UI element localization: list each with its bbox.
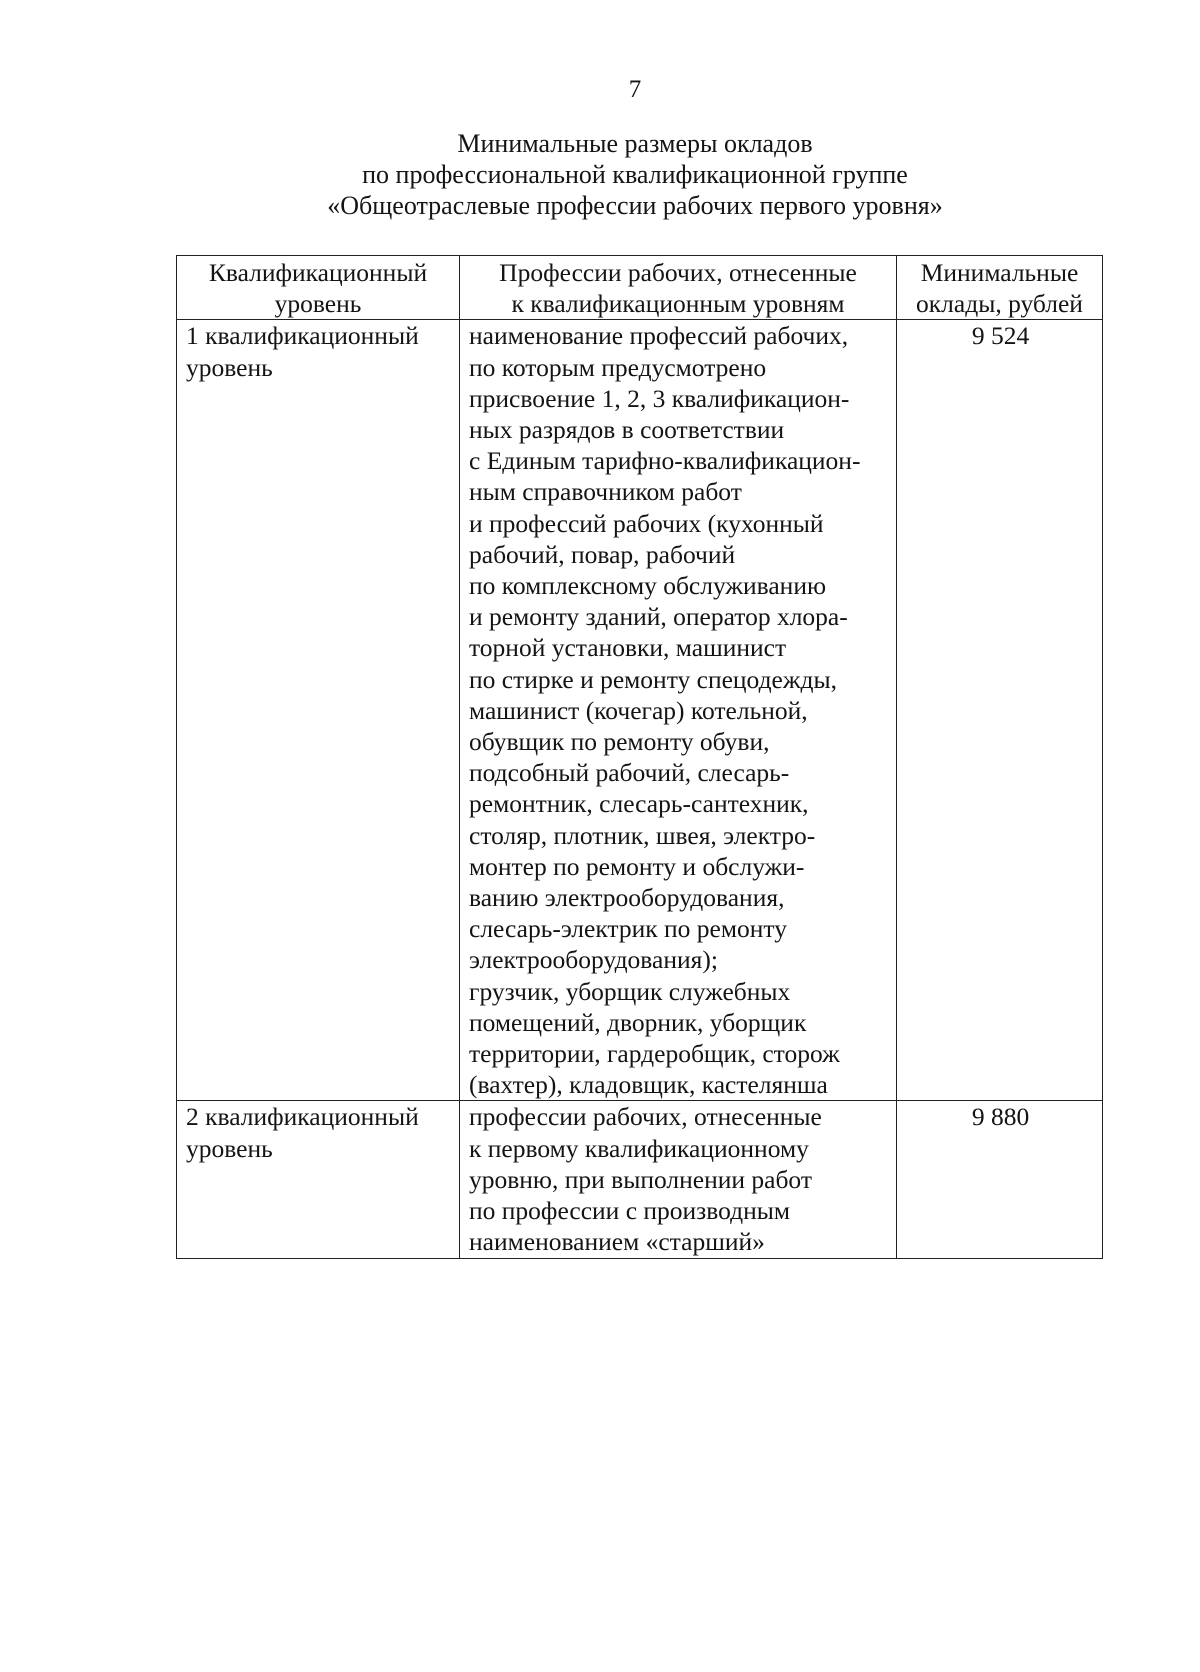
profession-text-line: по стирке и ремонту спецодежды, [469, 664, 837, 694]
profession-text-line: машинист (кочегар) котельной, [469, 695, 808, 725]
title-line-1: Минимальные размеры окладов [457, 129, 813, 158]
profession-text-line: профессии рабочих, отнесенные [469, 1102, 822, 1132]
profession-text-line: по которым предусмотрено [469, 352, 767, 382]
profession-text-line: территории, гардеробщик, сторож [469, 1039, 840, 1069]
title-line-2: по профессиональной квалификационной группе [362, 160, 908, 189]
table-row [177, 1101, 1103, 1258]
salary-table [176, 255, 1103, 1259]
profession-text-line: наименованием «старший» [469, 1227, 765, 1257]
profession-text-line: с Единым тарифно-квалификацион- [469, 446, 861, 476]
profession-text-line: подсобный рабочий, слесарь- [469, 758, 790, 788]
level-text-line: уровень [186, 1133, 273, 1163]
title-line-3: «Общеотраслевые профессии рабочих первого уровня» [327, 191, 943, 220]
profession-text-line: к первому квалификационному [469, 1133, 809, 1163]
profession-text-line: по комплексному обслуживанию [469, 571, 827, 601]
cell-professions [460, 1101, 897, 1258]
profession-text-line: наименование профессий рабочих, [469, 321, 849, 351]
profession-text-line: столяр, плотник, швея, электро- [469, 820, 816, 850]
cell-professions [460, 320, 897, 1101]
cell-qualification-level [177, 1101, 460, 1258]
level-text-line: 2 квалификационный [186, 1102, 419, 1132]
profession-text-line: рабочий, повар, рабочий [469, 539, 736, 569]
profession-text-line: и ремонту зданий, оператор хлора- [469, 602, 848, 632]
header-qualification-level: Квалификационный уровень [177, 256, 460, 320]
level-text-line: 1 квалификационный [186, 321, 419, 351]
profession-text-line: слесарь-электрик по ремонту [469, 914, 787, 944]
cell-min-salary: 9 880 [897, 1101, 1103, 1258]
page-number: 7 [628, 76, 642, 103]
table-row [177, 320, 1103, 1101]
profession-text-line: и профессий рабочих (кухонный [469, 508, 824, 538]
profession-text-line: ремонтник, слесарь-сантехник, [469, 789, 809, 819]
profession-text-line: монтер по ремонту и обслужи- [469, 851, 805, 881]
profession-text-line: по профессии с производным [469, 1196, 791, 1226]
profession-text-line: (вахтер), кладовщик, кастелянша [469, 1070, 828, 1100]
profession-text-line: грузчик, уборщик служебных [469, 976, 791, 1006]
profession-text-line: обувщик по ремонту обуви, [469, 727, 770, 757]
profession-text-line: торной установки, машинист [469, 633, 787, 663]
table-header-row [177, 256, 1103, 320]
profession-text-line: уровню, при выполнении работ [469, 1164, 812, 1194]
profession-text-line: ных разрядов в соответствии [469, 415, 785, 445]
profession-text-line: электрооборудования); [469, 945, 718, 975]
cell-min-salary: 9 524 [897, 320, 1103, 1101]
header-min-salary: Минимальные оклады, рублей [897, 256, 1103, 320]
profession-text-line: присвоение 1, 2, 3 квалификацион- [469, 383, 850, 413]
profession-text-line: ванию электрооборудования, [469, 883, 785, 913]
level-text-line: уровень [186, 352, 273, 382]
profession-text-line: ным справочником работ [469, 477, 742, 507]
profession-text-line: помещений, дворник, уборщик [469, 1007, 807, 1037]
header-professions: Профессии рабочих, отнесенные к квалификационным уровням [460, 256, 897, 320]
cell-qualification-level [177, 320, 460, 1101]
document-title [0, 128, 1200, 221]
